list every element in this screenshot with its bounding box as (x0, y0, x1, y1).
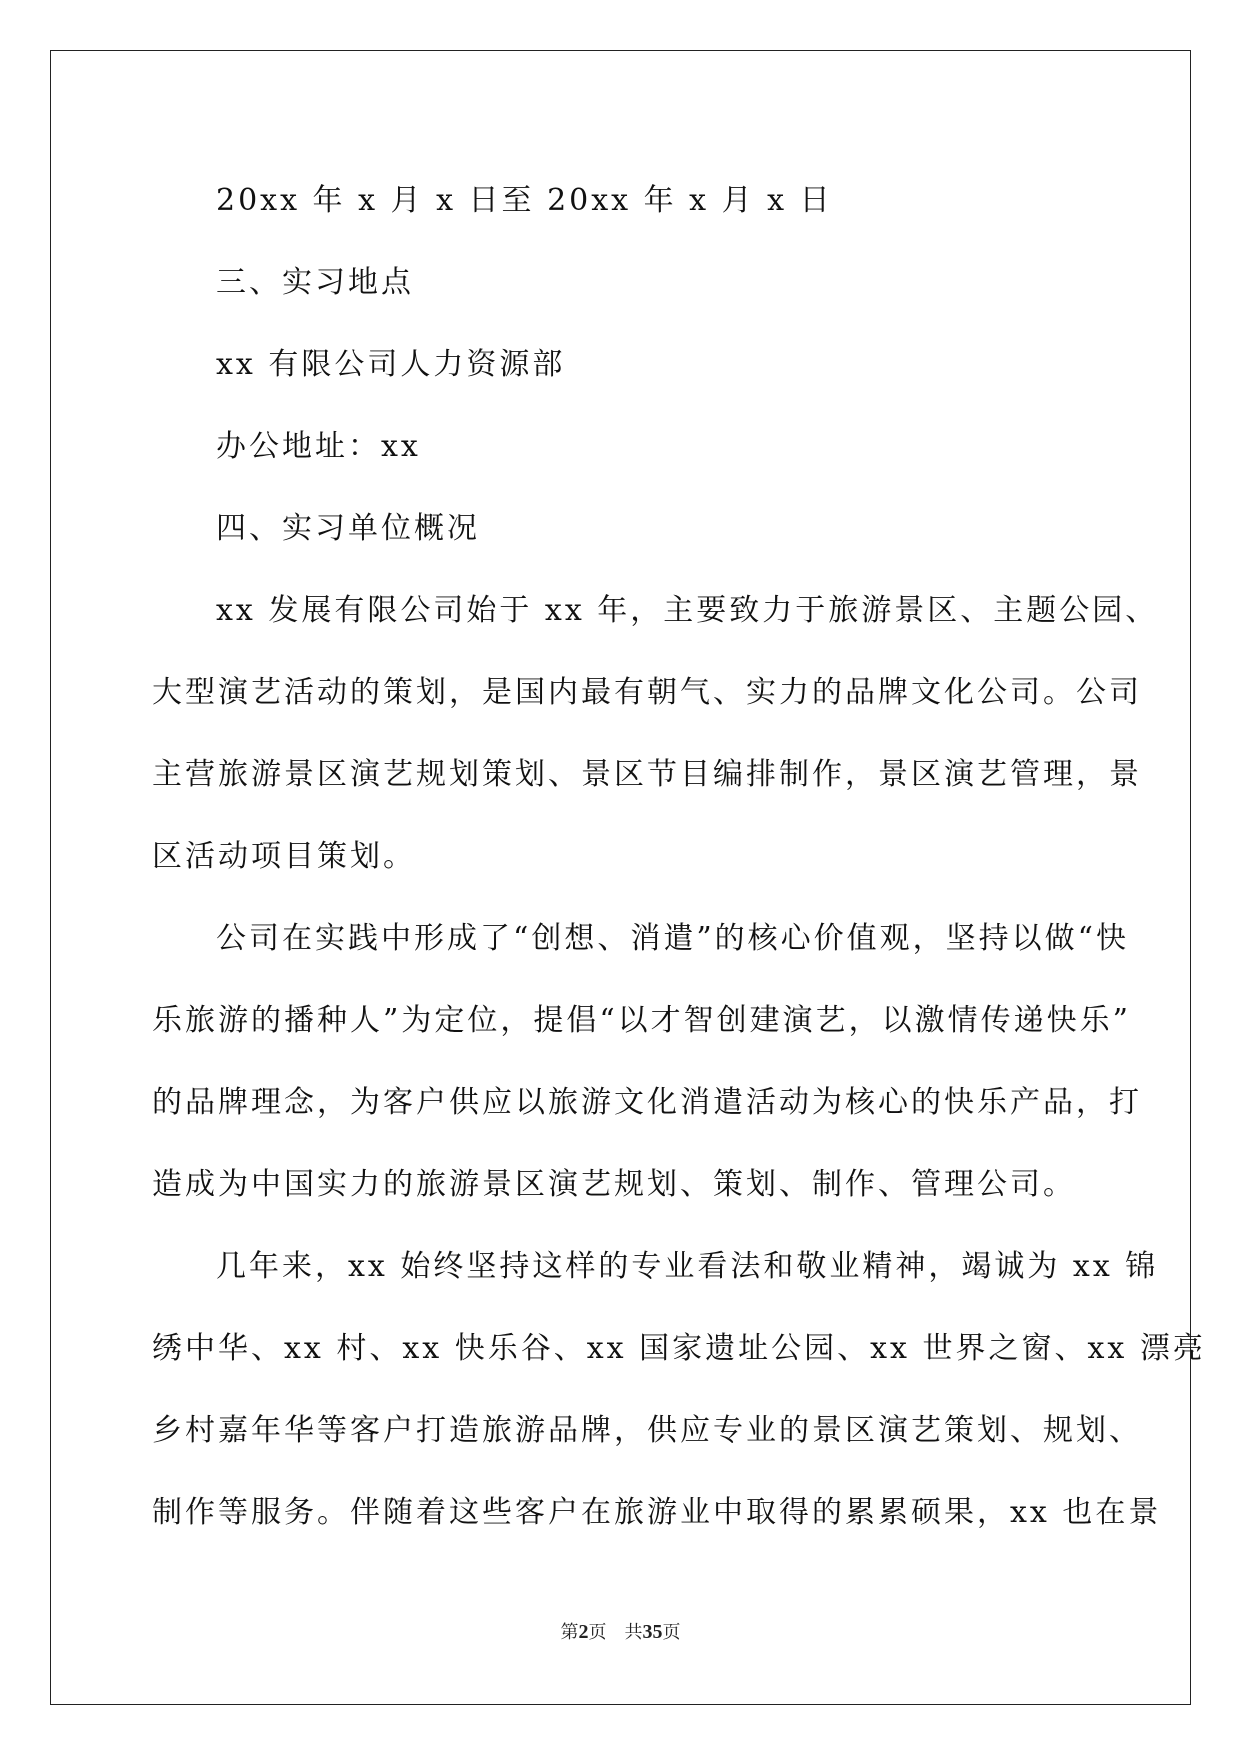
paragraph-company-intro (152, 570, 1159, 898)
paragraph-company-history (152, 1226, 1206, 1554)
paragraph-line: 制作等服务。伴随着这些客户在旅游业中取得的累累硕果，xx 也在景 (152, 1495, 1162, 1530)
document-body (152, 160, 1206, 1554)
total-page-count: 35 (642, 1621, 663, 1643)
paragraph-company-values (152, 898, 1142, 1226)
paragraph-line: 主营旅游景区演艺规划策划、景区节目编排制作，景区演艺管理，景 (152, 757, 1142, 792)
page-number-footer (0, 1618, 1241, 1644)
paragraph-line: 乐旅游的播种人”为定位，提倡“以才智创建演艺，以激情传递快乐” (152, 1003, 1132, 1038)
paragraph-line: 绣中华、xx 村、xx 快乐谷、xx 国家遗址公园、xx 世界之窗、xx 漂亮 (152, 1331, 1206, 1366)
paragraph-line: 区活动项目策划。 (152, 839, 416, 874)
current-page-number: 2 (578, 1621, 589, 1643)
paragraph-line: xx 发展有限公司始于 xx 年，主要致力于旅游景区、主题公园、 (216, 593, 1159, 628)
company-department-line: xx 有限公司人力资源部 (216, 347, 566, 382)
date-range-line: 20xx 年 x 月 x 日至 20xx 年 x 月 x 日 (216, 183, 833, 218)
office-address-line: 办公地址：xx (216, 429, 421, 464)
footer-suffix: 页 (662, 1622, 681, 1643)
paragraph-line: 造成为中国实力的旅游景区演艺规划、策划、制作、管理公司。 (152, 1167, 1076, 1202)
paragraph-line: 乡村嘉年华等客户打造旅游品牌，供应专业的景区演艺策划、规划、 (152, 1413, 1142, 1448)
section-heading-overview: 四、实习单位概况 (216, 511, 480, 546)
paragraph-line: 大型演艺活动的策划，是国内最有朝气、实力的品牌文化公司。公司 (152, 675, 1142, 710)
paragraph-line: 公司在实践中形成了“创想、消遣”的核心价值观，坚持以做“快 (216, 921, 1130, 956)
paragraph-line: 的品牌理念，为客户供应以旅游文化消遣活动为核心的快乐产品，打 (152, 1085, 1142, 1120)
footer-mid: 页 共 (588, 1622, 643, 1643)
section-heading-location: 三、实习地点 (216, 265, 414, 300)
footer-prefix: 第 (560, 1622, 579, 1643)
paragraph-line: 几年来，xx 始终坚持这样的专业看法和敬业精神，竭诚为 xx 锦 (216, 1249, 1159, 1284)
